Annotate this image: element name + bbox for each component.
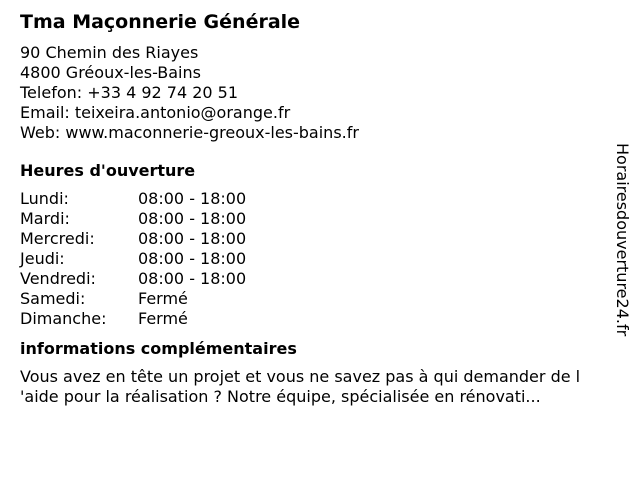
- email-text: Email: teixeira.antonio@orange.fr: [20, 103, 291, 122]
- hours-row-dimanche: [20, 309, 620, 329]
- day-hours: 08:00 - 18:00: [138, 229, 247, 248]
- address-city: 4800 Gréoux-les-Bains: [20, 63, 201, 82]
- day-hours: 08:00 - 18:00: [138, 209, 247, 228]
- day-hours: 08:00 - 18:00: [138, 249, 247, 268]
- hours-list: [20, 189, 620, 329]
- day-label: Mardi:: [20, 209, 70, 228]
- business-card: [20, 10, 620, 407]
- hours-row-vendredi: [20, 269, 620, 289]
- day-hours: 08:00 - 18:00: [138, 269, 247, 288]
- day-label: Jeudi:: [20, 249, 65, 268]
- hours-row-mardi: [20, 209, 620, 229]
- contact-block: [20, 43, 620, 143]
- hours-row-samedi: [20, 289, 620, 309]
- day-hours: Fermé: [138, 289, 188, 308]
- day-hours: Fermé: [138, 309, 188, 328]
- day-hours: 08:00 - 18:00: [138, 189, 247, 208]
- website-text: Web: www.maconnerie-greoux-les-bains.fr: [20, 123, 359, 142]
- day-label: Lundi:: [20, 189, 69, 208]
- hours-heading: Heures d'ouverture: [20, 161, 196, 180]
- address-street: 90 Chemin des Riayes: [20, 43, 199, 62]
- hours-row-lundi: [20, 189, 620, 209]
- hours-row-mercredi: [20, 229, 620, 249]
- day-label: Samedi:: [20, 289, 86, 308]
- day-label: Vendredi:: [20, 269, 96, 288]
- site-watermark: [612, 135, 632, 345]
- day-label: Mercredi:: [20, 229, 95, 248]
- info-description: [20, 367, 635, 407]
- business-name: Tma Maçonnerie Générale: [20, 11, 301, 33]
- phone-text: Telefon: +33 4 92 74 20 51: [20, 83, 239, 102]
- hours-row-jeudi: [20, 249, 620, 269]
- info-line: Vous avez en tête un projet et vous ne savez pas à qui demander de l: [20, 367, 581, 386]
- info-line: 'aide pour la réalisation ? Notre équipe, spécialisée en rénovati...: [20, 387, 541, 406]
- day-label: Dimanche:: [20, 309, 107, 328]
- watermark-text: Horairesdouverture24.fr: [613, 143, 632, 337]
- info-heading: informations complémentaires: [20, 339, 297, 358]
